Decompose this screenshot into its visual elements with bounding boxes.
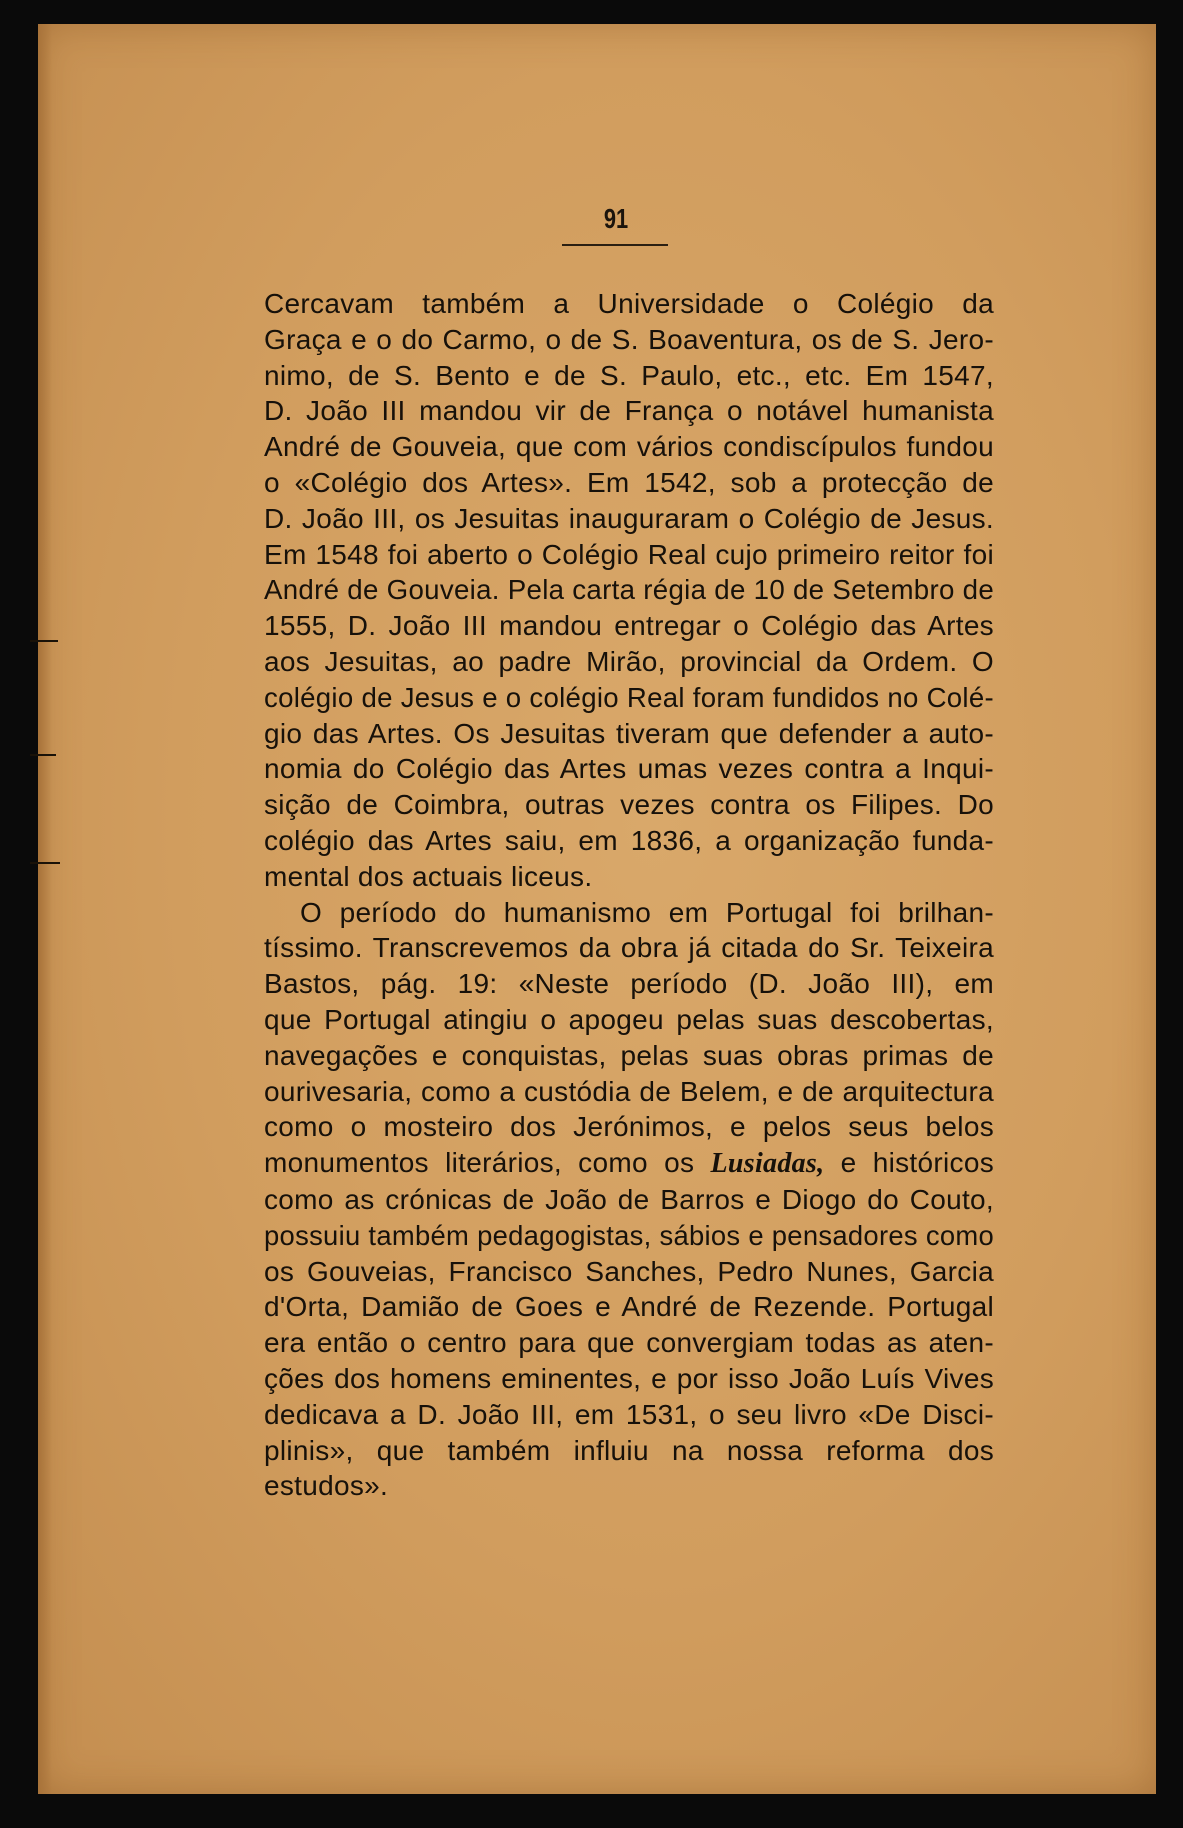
text-line: nomia do Colégio das Artes umas vezes contra a Inqui- <box>264 753 994 785</box>
text-line: O período do humanismo em Portugal foi brilhan- <box>300 896 994 928</box>
binding-mark <box>30 862 60 864</box>
text-line: ções dos homens eminentes, e por isso João Luís Vives <box>264 1362 994 1394</box>
text-line: tíssimo. Transcrevemos da obra já citada do Sr. Teixeira <box>264 932 994 964</box>
text-line: dedicava a D. João III, em 1531, o seu livro «De Disci- <box>264 1398 994 1430</box>
text-line: os Gouveias, Francisco Sanches, Pedro Nunes, Garcia <box>264 1255 994 1287</box>
text-line: como o mosteiro dos Jerónimos, e pelos seus belos <box>264 1111 994 1143</box>
text-line: aos Jesuitas, ao padre Mirão, provincial da Ordem. O <box>264 645 994 677</box>
page-binding-shadow <box>38 24 52 1794</box>
text-fragment: e históricos <box>824 1147 994 1179</box>
text-line: o «Colégio dos Artes». Em 1542, sob a protecção de <box>264 466 994 498</box>
text-line: colégio das Artes saiu, em 1836, a organização funda- <box>264 824 994 856</box>
text-line: D. João III, os Jesuitas inauguraram o Colégio de Jesus. <box>264 502 994 534</box>
text-line: gio das Artes. Os Jesuitas tiveram que defender a auto- <box>264 717 994 749</box>
text-line: Cercavam também a Universidade o Colégio da <box>264 288 994 319</box>
text-line: André de Gouveia. Pela carta régia de 10 de Setembro de <box>264 574 995 606</box>
text-line: ourivesaria, como a custódia de Belem, e de arquitectura <box>264 1075 994 1107</box>
text-line: navegações e conquistas, pelas suas obras primas de <box>264 1039 994 1071</box>
text-line: como as crónicas de João de Barros e Diogo do Couto, <box>264 1183 994 1215</box>
paragraph <box>264 895 994 1505</box>
text-line: Graça e o do Carmo, o de S. Boaventura, os de S. Jero- <box>264 323 994 355</box>
text-line: mental dos actuais liceus. <box>264 860 593 892</box>
text-line: nimo, de S. Bento e de S. Paulo, etc., etc. Em 1547, <box>264 359 994 391</box>
page-number-rule <box>562 244 668 246</box>
text-line: Bastos, pág. 19: «Neste período (D. João III), em <box>264 968 994 1000</box>
text-line: D. João III mandou vir de França o notável humanista <box>264 395 994 427</box>
paragraph <box>264 286 994 895</box>
text-line: d'Orta, Damião de Goes e André de Rezende. Portugal <box>264 1291 994 1323</box>
text-line: colégio de Jesus e o colégio Real foram fundidos no Colé- <box>264 681 994 713</box>
text-line: Em 1548 foi aberto o Colégio Real cujo primeiro reitor foi <box>264 538 994 570</box>
binding-mark <box>30 754 56 756</box>
italic-title: Lusiadas, <box>710 1148 825 1180</box>
text-line: 1555, D. João III mandou entregar o Colégio das Artes <box>264 610 994 642</box>
text-line: André de Gouveia, que com vários condiscípulos fundou <box>264 431 994 463</box>
text-line: plinis», que também influiu na nossa reforma dos <box>264 1434 994 1466</box>
text-line: que Portugal atingiu o apogeu pelas suas descobertas, <box>264 1003 994 1035</box>
text-line: sição de Coimbra, outras vezes contra os Filipes. Do <box>264 789 994 821</box>
binding-mark <box>30 640 58 642</box>
text-line <box>264 1145 994 1182</box>
text-line: era então o centro para que convergiam todas as aten- <box>264 1327 994 1359</box>
page-number: 91 <box>603 203 629 234</box>
body-text <box>264 286 994 1504</box>
text-line: possuiu também pedagogistas, sábios e pensadores como <box>264 1219 995 1251</box>
text-line: estudos». <box>264 1470 389 1502</box>
text-fragment: monumentos literários, como os <box>264 1147 711 1179</box>
